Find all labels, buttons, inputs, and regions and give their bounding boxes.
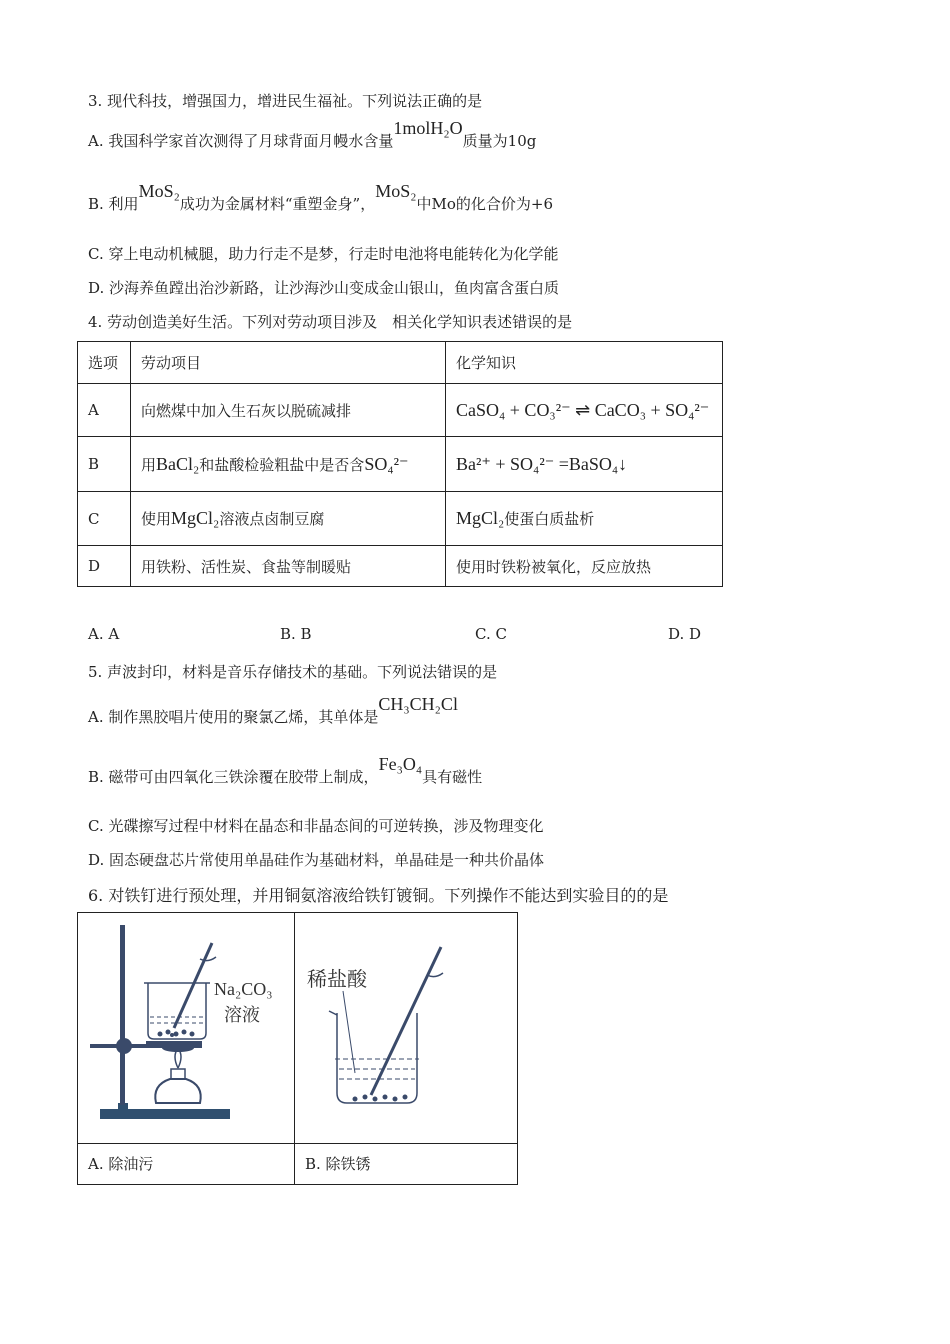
row-c-knowledge — [446, 492, 723, 546]
row-b-item-formula: BaCl₂ — [156, 453, 200, 474]
table-row — [78, 546, 723, 587]
figure-b-apparatus — [295, 913, 517, 1143]
q3-a-formula: 1molH₂O — [393, 118, 463, 138]
q3-b-text: B. 利用 — [88, 195, 139, 213]
q3-b-tail: 中Mo的化合价为+6 — [416, 195, 554, 213]
q5-option-d: D. 固态硬盘芯片常使用单晶硅作为基础材料，单晶硅是一种共价晶体 — [88, 851, 545, 869]
q6-figure-table — [77, 912, 518, 1185]
q4-choice-d: D. D — [668, 625, 702, 643]
q4-choice-b: B. B — [280, 625, 312, 643]
q5-b-text: B. 磁带可由四氧化三铁涂覆在胶带上制成， — [88, 768, 379, 786]
row-b-knowledge: Ba²⁺ + SO₄²⁻ =BaSO₄↓ — [446, 437, 723, 492]
q3-b-formula-2: MoS₂ — [375, 181, 417, 201]
q3-b-mid: 成功为金属材料“重塑金身”， — [179, 195, 376, 213]
figure-a-label-formula: Na₂CO₃ — [214, 979, 273, 999]
figure-b-cell — [295, 913, 518, 1144]
row-b-item — [131, 437, 446, 492]
q3-a-tail: 质量为10g — [462, 132, 537, 150]
q4-table — [77, 341, 723, 587]
table-row — [78, 437, 723, 492]
q5-b-tail: 具有磁性 — [422, 768, 483, 786]
row-d-item: 用铁粉、活性炭、食盐等制暖贴 — [131, 546, 446, 587]
q5-option-a — [88, 694, 458, 727]
header-knowledge: 化学知识 — [446, 342, 723, 384]
q4-choice-a: A. A — [88, 625, 120, 643]
row-c-item — [131, 492, 446, 546]
row-a-option: A — [78, 384, 131, 437]
header-item: 劳动项目 — [131, 342, 446, 384]
q5-stem: 5. 声波封印，材料是音乐存储技术的基础。下列说法错误的是 — [88, 663, 498, 681]
figure-a-apparatus — [78, 913, 294, 1143]
q6-stem: 6. 对铁钉进行预处理，并用铜氨溶液给铁钉镀铜。下列操作不能达到实验目的的是 — [88, 886, 669, 905]
q5-a-formula: CH₃CH₂Cl — [378, 694, 458, 714]
row-c-item-pre: 使用 — [141, 510, 172, 528]
q3-option-b — [88, 181, 554, 214]
q4-choice-c: C. C — [475, 625, 507, 643]
figure-b-label-acid: 稀盐酸 — [307, 967, 367, 991]
row-b-item-pre: 用 — [141, 455, 157, 474]
row-b-item-mid: 和盐酸检验粗盐中是否含 — [199, 455, 365, 474]
row-c-item-post: 溶液点卤制豆腐 — [219, 510, 325, 528]
row-b-item-formula-2: SO₄²⁻ — [364, 453, 409, 474]
q3-b-formula-1: MoS₂ — [138, 181, 180, 201]
figure-b-caption: B. 除铁锈 — [295, 1144, 518, 1185]
q4-stem: 4. 劳动创造美好生活。下列对劳动项目涉及 相关化学知识表述错误的是 — [88, 313, 573, 331]
figure-a-caption: A. 除油污 — [78, 1144, 295, 1185]
q3-stem: 3. 现代科技，增强国力，增进民生福祉。下列说法正确的是 — [88, 92, 483, 110]
row-c-knowledge-post: 使蛋白质盐析 — [504, 510, 595, 528]
table-header-row — [78, 342, 723, 384]
row-a-knowledge: CaSO₄ + CO₃²⁻ ⇌ CaCO₃ + SO₄²⁻ — [446, 384, 723, 437]
figure-a-label-solution: 溶液 — [224, 1005, 260, 1026]
table-row — [78, 384, 723, 437]
figure-a-cell — [78, 913, 295, 1144]
q3-option-c: C. 穿上电动机械腿，助力行走不是梦，行走时电池将电能转化为化学能 — [88, 245, 559, 263]
q5-a-text: A. 制作黑胶唱片使用的聚氯乙烯，其单体是 — [88, 708, 379, 726]
row-d-knowledge: 使用时铁粉被氧化，反应放热 — [446, 546, 723, 587]
q3-option-a — [88, 118, 537, 151]
header-option: 选项 — [78, 342, 131, 384]
row-d-option: D — [78, 546, 131, 587]
q5-option-c: C. 光碟擦写过程中材料在晶态和非晶态间的可逆转换，涉及物理变化 — [88, 817, 544, 835]
row-c-knowledge-formula: MgCl₂ — [456, 508, 505, 528]
row-b-option: B — [78, 437, 131, 492]
q5-b-formula: Fe₃O₄ — [378, 754, 423, 774]
row-a-item: 向燃煤中加入生石灰以脱硫减排 — [131, 384, 446, 437]
q5-option-b — [88, 754, 483, 787]
row-c-item-formula: MgCl₂ — [171, 508, 220, 528]
row-c-option: C — [78, 492, 131, 546]
q3-option-d: D. 沙海养鱼蹚出治沙新路，让沙海沙山变成金山银山，鱼肉富含蛋白质 — [88, 279, 560, 297]
q3-a-text: A. 我国科学家首次测得了月球背面月幔水含量 — [88, 132, 394, 150]
table-row — [78, 492, 723, 546]
